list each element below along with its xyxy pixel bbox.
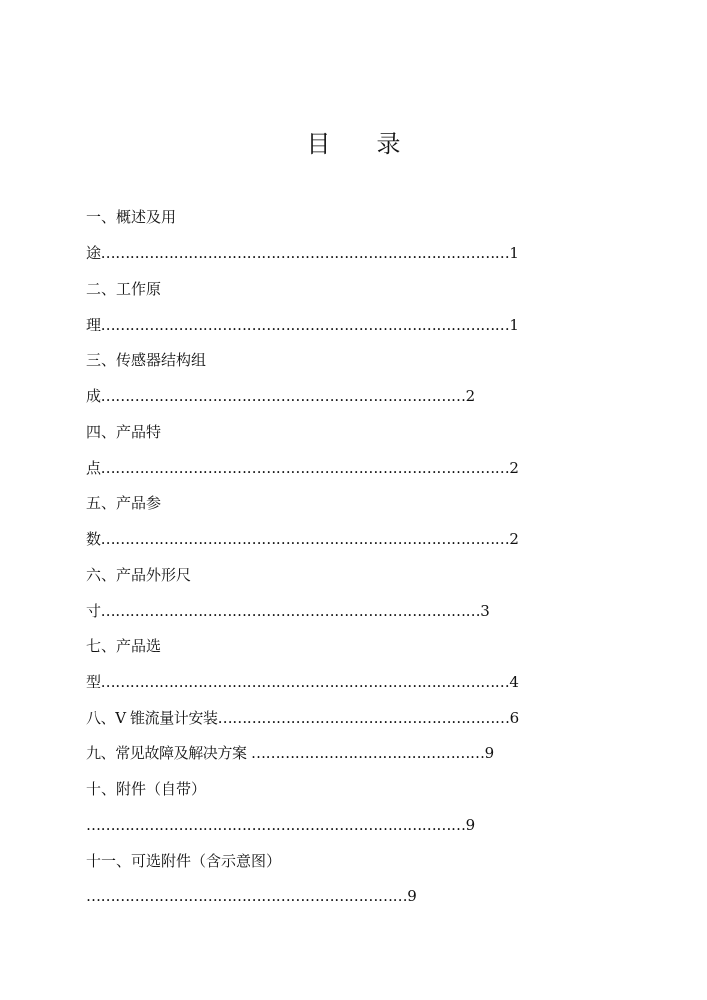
toc-heading-4: 四、产品特 (86, 423, 162, 441)
toc-heading-11: 十一、可选附件（含示意图） (86, 852, 282, 870)
toc-heading-1: 一、概述及用 (86, 208, 177, 226)
toc-entry-5[interactable]: 数…………………………………………………………………………2 (86, 530, 519, 548)
toc-entry-11[interactable]: …………………………………………………………9 (86, 887, 417, 905)
toc-entry-6[interactable]: 寸……………………………………………………………………3 (86, 602, 490, 620)
toc-entry-10[interactable]: ……………………………………………………………………9 (86, 816, 475, 834)
toc-entry-3[interactable]: 成…………………………………………………………………2 (86, 387, 475, 405)
toc-entry-8[interactable]: 八、V 锥流量计安装……………………………………………………6 (86, 709, 519, 727)
toc-entry-1[interactable]: 途…………………………………………………………………………1 (86, 244, 519, 262)
toc-entry-7[interactable]: 型…………………………………………………………………………4 (86, 673, 519, 691)
toc-entry-9[interactable]: 九、常见故障及解决方案 …………………………………………9 (86, 744, 494, 762)
toc-heading-2: 二、工作原 (86, 280, 162, 298)
toc-entry-4[interactable]: 点…………………………………………………………………………2 (86, 459, 519, 477)
toc-heading-3: 三、传感器结构组 (86, 351, 207, 369)
toc-heading-6: 六、产品外形尺 (86, 566, 192, 584)
toc-heading-10: 十、附件（自带） (86, 780, 207, 798)
toc-heading-5: 五、产品参 (86, 494, 162, 512)
toc-entry-2[interactable]: 理…………………………………………………………………………1 (86, 316, 519, 334)
toc-title: 目录 (306, 130, 447, 158)
toc-heading-7: 七、产品选 (86, 637, 162, 655)
